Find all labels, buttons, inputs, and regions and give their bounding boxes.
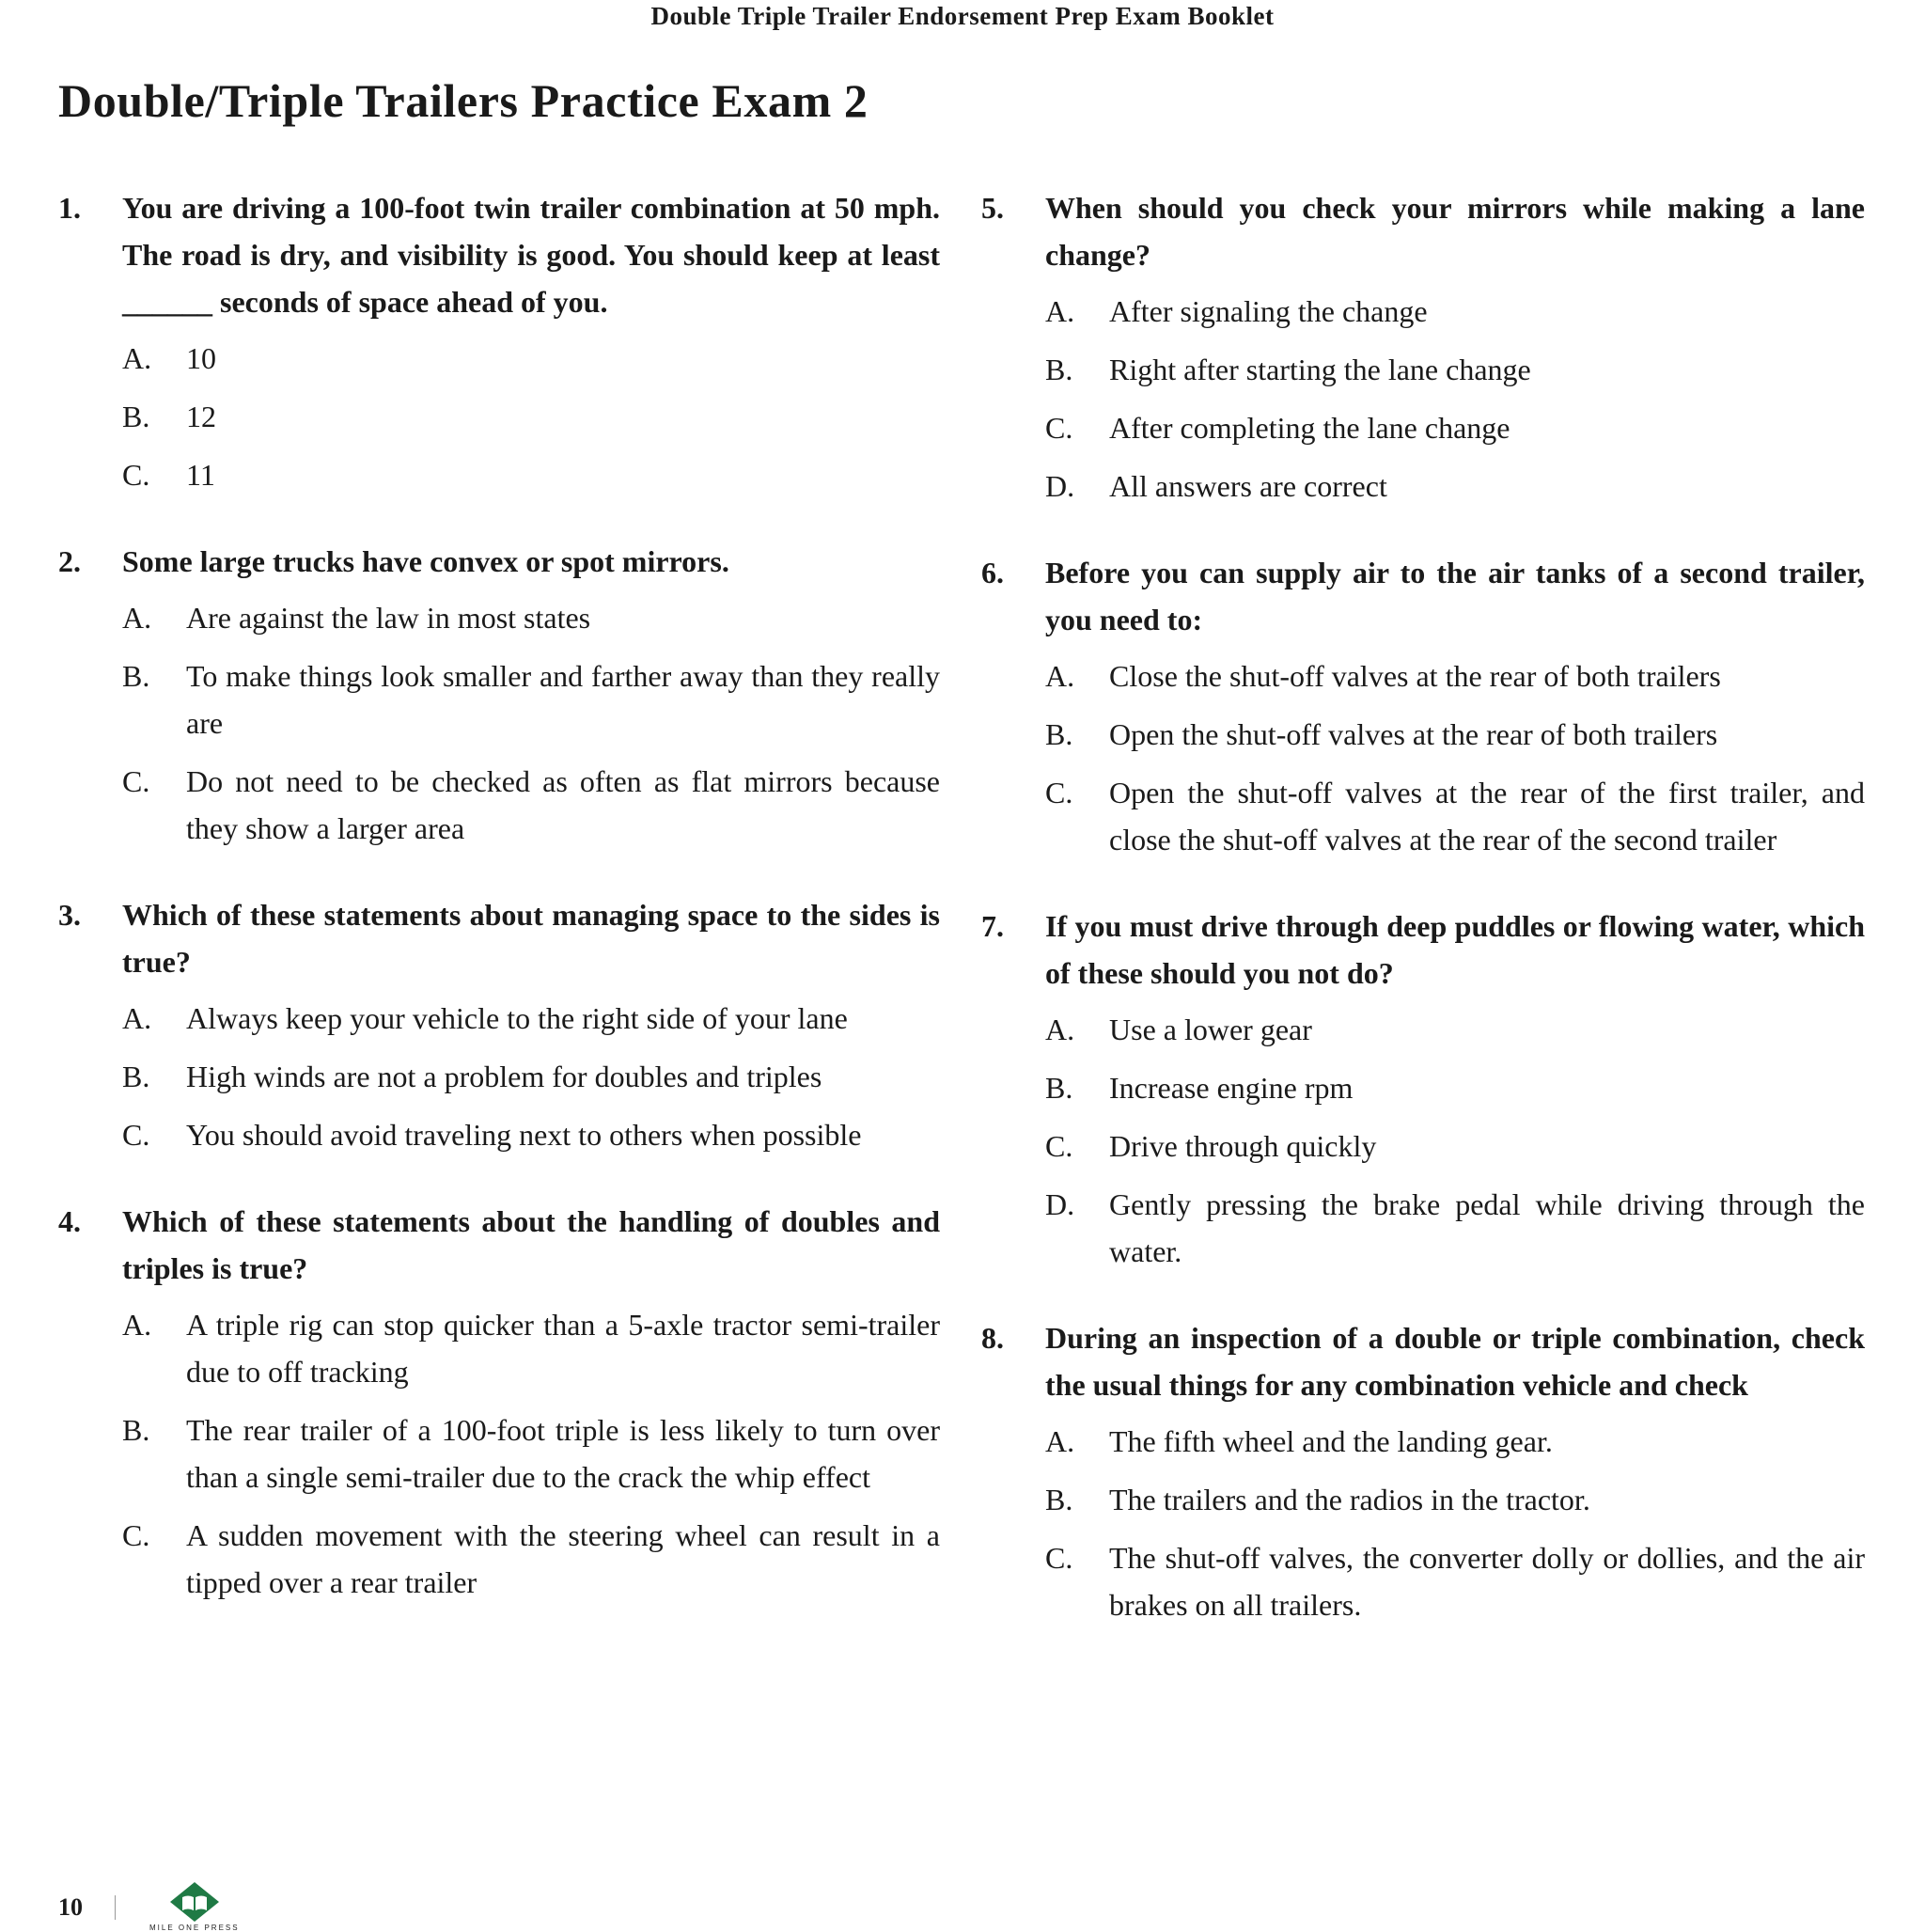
answer-option: [122, 335, 940, 382]
option-letter: A.: [1045, 1013, 1075, 1046]
question-5: [981, 184, 1865, 521]
question-number: 8.: [981, 1321, 1004, 1355]
option-text: The fifth wheel and the landing gear.: [1109, 1424, 1553, 1458]
option-text: 10: [186, 341, 216, 375]
option-letter: A.: [1045, 1424, 1075, 1458]
book-logo-icon: [163, 1882, 227, 1924]
option-text: Close the shut-off valves at the rear of both trailers: [1109, 659, 1721, 693]
option-text: Always keep your vehicle to the right side of your lane: [186, 1001, 848, 1035]
option-text: To make things look smaller and farther away than they really are: [186, 659, 940, 740]
answer-option: [1045, 1534, 1865, 1628]
option-letter: D.: [1045, 469, 1075, 503]
option-text: Use a lower gear: [1109, 1013, 1312, 1046]
footer-divider: [115, 1895, 116, 1920]
question-text: Some large trucks have convex or spot mirrors.: [122, 544, 729, 578]
answer-options: [122, 1301, 940, 1606]
answer-options: [1045, 1418, 1865, 1628]
question-text: Which of these statements about the handling of doubles and triples is true?: [122, 1204, 940, 1285]
option-letter: C.: [122, 1118, 150, 1152]
answer-option: [1045, 346, 1865, 393]
option-letter: A.: [1045, 659, 1075, 693]
right-column: [981, 184, 1865, 1668]
answer-option: [1045, 1181, 1865, 1275]
option-text: 11: [186, 458, 215, 492]
option-text: Open the shut-off valves at the rear of both trailers: [1109, 717, 1718, 751]
question-number: 1.: [58, 191, 81, 225]
answer-option: [122, 1512, 940, 1606]
question-number: 2.: [58, 544, 81, 578]
option-letter: C.: [1045, 1541, 1073, 1575]
option-text: A sudden movement with the steering wheel can result in a tipped over a rear trailer: [186, 1518, 940, 1599]
question-text: You are driving a 100-foot twin trailer combination at 50 mph. The road is dry, and visibility is good. You should keep at least ______ seconds of space ahead of you.: [122, 191, 940, 319]
answer-options: [1045, 288, 1865, 510]
question-number: 4.: [58, 1204, 81, 1238]
option-letter: C.: [1045, 776, 1073, 809]
answer-option: [122, 451, 940, 498]
option-letter: D.: [1045, 1187, 1075, 1221]
option-text: After signaling the change: [1109, 294, 1428, 328]
option-text: The shut-off valves, the converter dolly or dollies, and the air brakes on all trailers.: [1109, 1541, 1865, 1622]
publisher-logo: [149, 1882, 240, 1932]
question-7: [981, 903, 1865, 1286]
option-text: The trailers and the radios in the tractor.: [1109, 1483, 1590, 1516]
logo-diamond: [170, 1882, 219, 1922]
answer-option: [1045, 1476, 1865, 1523]
answer-option: [1045, 652, 1865, 699]
question-number: 7.: [981, 909, 1004, 943]
question-8: [981, 1314, 1865, 1640]
answer-options: [122, 594, 940, 852]
answer-option: [122, 1111, 940, 1158]
option-text: After completing the lane change: [1109, 411, 1510, 445]
option-letter: B.: [1045, 1483, 1073, 1516]
page-title: Double/Triple Trailers Practice Exam 2: [58, 74, 869, 127]
question-text: During an inspection of a double or triple combination, check the usual things for any combination vehicle and check: [1045, 1321, 1865, 1402]
answer-option: [122, 652, 940, 746]
option-letter: B.: [122, 1060, 150, 1093]
option-letter: C.: [122, 458, 150, 492]
option-letter: A.: [122, 1308, 152, 1342]
option-text: Right after starting the lane change: [1109, 353, 1531, 386]
page-footer: [58, 1882, 240, 1932]
answer-option: [1045, 288, 1865, 335]
question-1: [58, 184, 940, 510]
option-text: Drive through quickly: [1109, 1129, 1377, 1163]
answer-option: [122, 594, 940, 641]
answer-options: [1045, 1006, 1865, 1275]
option-letter: B.: [1045, 353, 1073, 386]
question-text: Before you can supply air to the air tanks of a second trailer, you need to:: [1045, 556, 1865, 636]
option-text: Gently pressing the brake pedal while driving through the water.: [1109, 1187, 1865, 1268]
answer-option: [122, 1406, 940, 1500]
option-letter: C.: [1045, 1129, 1073, 1163]
question-number: 5.: [981, 191, 1004, 225]
answer-option: [122, 1301, 940, 1395]
option-letter: A.: [122, 1001, 152, 1035]
answer-option: [122, 1053, 940, 1100]
option-text: High winds are not a problem for doubles and triples: [186, 1060, 822, 1093]
answer-options: [1045, 652, 1865, 863]
question-text: When should you check your mirrors while making a lane change?: [1045, 191, 1865, 272]
answer-option: [122, 758, 940, 852]
question-2: [58, 538, 940, 863]
answer-option: [122, 393, 940, 440]
answer-option: [1045, 1006, 1865, 1053]
option-letter: C.: [122, 764, 150, 798]
option-letter: B.: [1045, 1071, 1073, 1105]
option-text: 12: [186, 400, 216, 433]
answer-options: [122, 995, 940, 1158]
question-6: [981, 549, 1865, 874]
question-4: [58, 1198, 940, 1617]
question-text: If you must drive through deep puddles or flowing water, which of these should you not do?: [1045, 909, 1865, 990]
answer-option: [1045, 711, 1865, 758]
option-letter: B.: [1045, 717, 1073, 751]
option-letter: A.: [122, 341, 152, 375]
option-text: Are against the law in most states: [186, 601, 591, 635]
answer-option: [122, 995, 940, 1042]
option-letter: C.: [122, 1518, 150, 1552]
answer-options: [122, 335, 940, 498]
option-letter: B.: [122, 400, 150, 433]
option-text: Do not need to be checked as often as flat mirrors because they show a larger area: [186, 764, 940, 845]
publisher-name: MILE ONE PRESS: [149, 1924, 240, 1932]
option-text: A triple rig can stop quicker than a 5-axle tractor semi-trailer due to off tracking: [186, 1308, 940, 1389]
option-text: Increase engine rpm: [1109, 1071, 1354, 1105]
answer-option: [1045, 1064, 1865, 1111]
answer-option: [1045, 769, 1865, 863]
question-number: 6.: [981, 556, 1004, 589]
running-header: Double Triple Trailer Endorsement Prep Exam Booklet: [650, 2, 1275, 30]
option-text: Open the shut-off valves at the rear of the first trailer, and close the shut-off valves at the rear of the second trailer: [1109, 776, 1865, 856]
option-text: All answers are correct: [1109, 469, 1387, 503]
page-number: 10: [58, 1893, 83, 1921]
question-text: Which of these statements about managing space to the sides is true?: [122, 898, 940, 979]
option-letter: A.: [122, 601, 152, 635]
option-text: You should avoid traveling next to others when possible: [186, 1118, 862, 1152]
answer-option: [1045, 1418, 1865, 1465]
question-3: [58, 891, 940, 1170]
answer-option: [1045, 404, 1865, 451]
option-letter: B.: [122, 659, 150, 693]
option-text: The rear trailer of a 100-foot triple is less likely to turn over than a single semi-trailer due to the crack the whip effect: [186, 1413, 940, 1494]
option-letter: C.: [1045, 411, 1073, 445]
answer-option: [1045, 1123, 1865, 1170]
answer-option: [1045, 463, 1865, 510]
left-column: [58, 184, 940, 1645]
question-number: 3.: [58, 898, 81, 932]
option-letter: A.: [1045, 294, 1075, 328]
option-letter: B.: [122, 1413, 150, 1447]
